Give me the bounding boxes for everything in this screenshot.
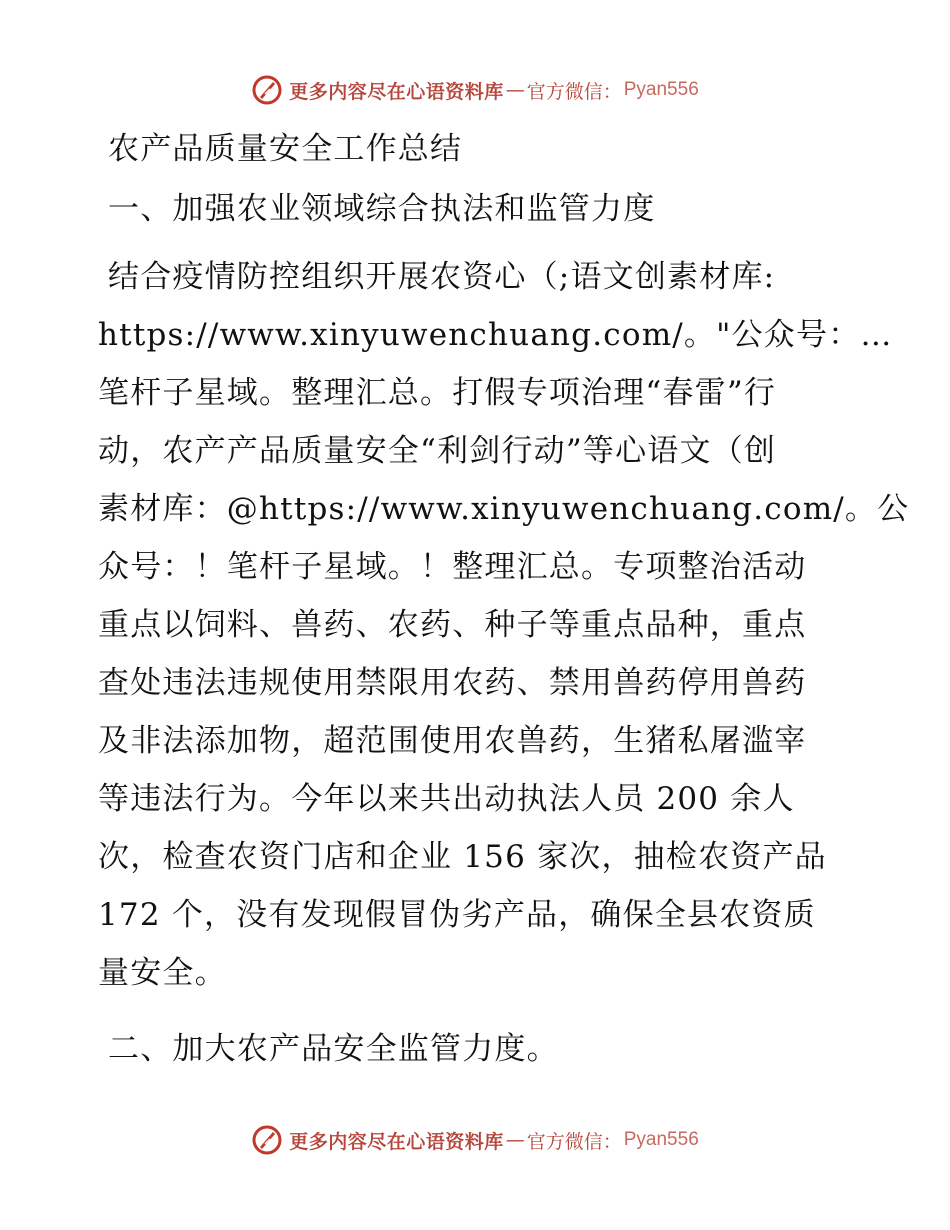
feather-pen-logo-icon	[251, 1124, 283, 1156]
paragraph-line: 量安全。	[98, 955, 227, 991]
paragraph-line: 等违法行为。今年以来共出动执法人员 200 余人	[98, 781, 795, 817]
section-1-heading: 一、加强农业领域综合执法和监管力度	[108, 191, 656, 227]
document-title: 农产品质量安全工作总结	[108, 131, 463, 167]
feather-pen-logo-icon	[251, 74, 283, 106]
paragraph-line: 素材库：@https://www.xinyuwenchuang.com/。公	[98, 491, 910, 527]
banner-wechat-id: Pyan556	[623, 1129, 699, 1150]
banner-wechat-id: Pyan556	[623, 79, 699, 100]
banner-dash: —	[505, 1129, 525, 1151]
banner-brand: 更多内容尽在心语资料库	[289, 80, 504, 103]
paragraph-line: 及非法添加物，超范围使用农兽药，生猪私屠滥宰	[98, 723, 807, 759]
footer-banner	[0, 1120, 950, 1160]
paragraph-line: 众号：！笔杆子星域。！整理汇总。专项整治活动	[98, 549, 807, 585]
paragraph-line: 查处违法违规使用禁限用农药、禁用兽药停用兽药	[98, 665, 807, 701]
paragraph-line: 笔杆子星域。整理汇总。打假专项治理“春雷”行	[98, 375, 777, 411]
paragraph-line: 重点以饲料、兽药、农药、种子等重点品种，重点	[98, 607, 807, 643]
paragraph-line: 次，检查农资门店和企业 156 家次，抽检农资产品	[98, 839, 827, 875]
banner-wechat-label: 官方微信：	[526, 1130, 622, 1153]
document-body	[98, 120, 910, 1078]
paragraph-line: 结合疫情防控组织开展农资心（;语文创素材库:	[108, 259, 776, 295]
banner-wechat-label: 官方微信：	[526, 80, 622, 103]
banner-dash: —	[505, 79, 525, 101]
paragraph-line: 172 个，没有发现假冒伪劣产品，确保全县农资质	[98, 897, 816, 933]
banner-brand: 更多内容尽在心语资料库	[289, 1130, 504, 1153]
paragraph-line: 动，农产产品质量安全“利剑行动”等心语文（创	[98, 433, 777, 469]
section-2-heading: 二、加大农产品安全监管力度。	[108, 1031, 559, 1067]
paragraph-line: https://www.xinyuwenchuang.com/。"公众号：…	[98, 317, 893, 353]
section-1-paragraph	[98, 248, 910, 1002]
header-banner	[0, 70, 950, 110]
